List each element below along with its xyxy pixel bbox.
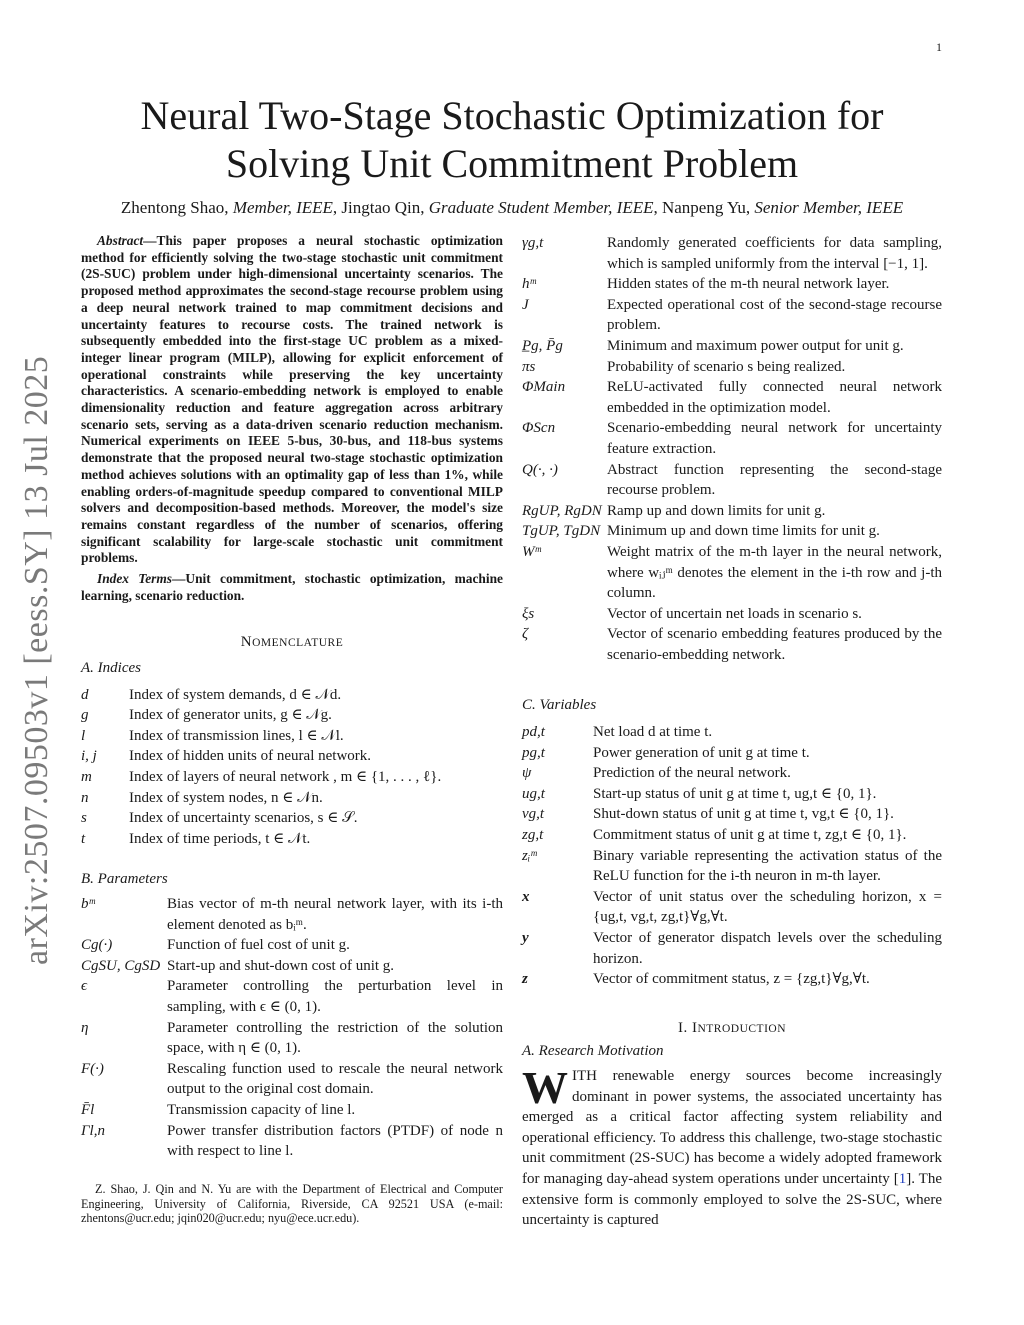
- nomenclature-symbol: F(·): [81, 1060, 104, 1077]
- nomenclature-description: Function of fuel cost of unit g.: [167, 937, 350, 954]
- indices-list: [81, 685, 503, 850]
- nomenclature-description: Shut-down status of unit g at time t, vg,t ∈ {0, 1}.: [593, 806, 894, 823]
- nomenclature-description: Weight matrix of the m-th layer in the neural network, where wᵢⱼᵐ denotes the element in the i-th row and j-th column.: [607, 543, 942, 602]
- introduction-text: renewable energy sources become increasingly dominant in power systems, the associated uncertainty has emerged as a critical factor affecting system reliability and operational efficiency. To address this challenge, two-stage stochastic unit commitment (2S-SUC) has become a widely adopted framework for managing day-ahead system operations under uncertainty [: [522, 1067, 942, 1187]
- citation-link[interactable]: 1: [898, 1170, 907, 1187]
- left-column: [81, 233, 503, 1226]
- drop-cap: W: [522, 1061, 568, 1113]
- nomenclature-description: Index of time periods, t ∈ 𝒩t.: [129, 830, 311, 847]
- arxiv-identifier[interactable]: arXiv:2507.09503v1 [eess.SY] 13 Jul 2025: [18, 355, 55, 965]
- paper-title: [0, 92, 1024, 188]
- index-terms-text: —Unit commitment, stochastic optimization, machine learning, scenario reduction.: [81, 571, 503, 603]
- nomenclature-description: Hidden states of the m-th neural network layer.: [607, 276, 890, 293]
- nomenclature-symbol: z: [522, 971, 528, 988]
- nomenclature-symbol: Cg(·): [81, 937, 113, 954]
- nomenclature-description: Index of layers of neural network , m ∈ {1, . . . , ℓ}.: [129, 769, 442, 786]
- nomenclature-symbol: pd,t: [522, 724, 545, 741]
- right-column: [522, 233, 942, 1231]
- research-motivation-subheading: A. Research Motivation: [522, 1043, 664, 1060]
- nomenclature-description: Index of hidden units of neural network.: [129, 748, 372, 765]
- nomenclature-symbol: ξs: [522, 605, 535, 622]
- nomenclature-symbol: i, j: [81, 748, 97, 765]
- nomenclature-description: Parameter controlling the perturbation level in sampling, with ϵ ∈ (0, 1).: [167, 978, 503, 1015]
- nomenclature-description: Start-up and shut-down cost of unit g.: [167, 957, 395, 974]
- author-role: Graduate Student Member, IEEE: [428, 198, 654, 217]
- nomenclature-symbol: vg,t: [522, 806, 545, 823]
- nomenclature-symbol: zg,t: [522, 827, 544, 844]
- author-name: Zhentong Shao,: [120, 198, 233, 217]
- introduction-text-continued: ]. The extensive form is commonly employed to solve the 2S-SUC, where uncertainty is captured: [522, 1170, 943, 1229]
- nomenclature-description: Minimum up and down time limits for unit g.: [607, 523, 880, 540]
- nomenclature-description: Abstract function representing the second-stage recourse problem.: [607, 461, 942, 499]
- nomenclature-description: Index of uncertainty scenarios, s ∈ 𝒮.: [129, 810, 358, 827]
- nomenclature-description: Scenario-embedding neural network for uncertainty feature extraction.: [607, 420, 942, 457]
- nomenclature-symbol: pg,t: [522, 744, 545, 761]
- author-role: Member, IEEE: [232, 198, 333, 217]
- parameters-list: [81, 894, 503, 1162]
- nomenclature-symbol: d: [81, 686, 89, 703]
- nomenclature-description: Index of system nodes, n ∈ 𝒩n.: [129, 789, 323, 806]
- author-list: [0, 198, 1024, 218]
- nomenclature-symbol: J: [522, 296, 529, 313]
- nomenclature-description: Parameter controlling the restriction of the solution space, with η ∈ (0, 1).: [167, 1019, 503, 1057]
- abstract-text: —This paper proposes a neural stochastic optimization method for efficiently solving the two-stage stochastic unit commitment (2S-SUC) problem under high-dimensional uncertainty scenarios. The proposed method approximates the second-stage recourse problem using a deep neural network trained to map commitment decisions and uncertainty features to recourse costs. The trained network is subsequently embedded into the first-stage UC problem as a mixed-integer linear program (MILP), allowing for explicit enforcement of operational constraints while preserving the key uncertainty characteristics. A scenario-embedding network is employed to enable dimensionality reduction and feature aggregation across arbitrary scenario sets, serving as a data-driven scenario reduction mechanism. Numerical experiments on IEEE 5-bus, 30-bus, and 118-bus systems demonstrate that the proposed neural two-stage stochastic optimization method achieves solutions with an optimality gap of less than 1%, while enabling orders-of-magnitude speedup compared to conventional MILP solvers and decomposition-based methods. Moreover, the model's size remains constant regardless of the number of scenarios, offering significant scalability for large-scale stochastic unit commitment problems.: [81, 233, 503, 566]
- parameters-list-continued: [522, 233, 942, 665]
- abstract: [81, 233, 503, 567]
- lead-caps: ITH: [572, 1067, 597, 1084]
- nomenclature-description: Vector of uncertain net loads in scenario s.: [607, 605, 862, 622]
- nomenclature-description: Transmission capacity of line l.: [167, 1101, 356, 1118]
- index-terms: [81, 571, 503, 604]
- nomenclature-symbol: t: [81, 830, 86, 847]
- nomenclature-symbol: s: [81, 810, 87, 827]
- nomenclature-symbol: η: [81, 1019, 89, 1036]
- author-name: , Jingtao Qin,: [332, 198, 429, 217]
- nomenclature-description: ReLU-activated fully connected neural network embedded in the optimization model.: [607, 379, 942, 416]
- nomenclature-symbol: n: [81, 789, 89, 806]
- abstract-label: Abstract: [97, 233, 144, 248]
- nomenclature-description: Expected operational cost of the second-stage recourse problem.: [607, 296, 942, 334]
- nomenclature-description: Binary variable representing the activation status of the ReLU function for the i-th neuron in m-th layer.: [593, 847, 942, 885]
- nomenclature-description: Ramp up and down limits for unit g.: [607, 502, 826, 519]
- nomenclature-description: Rescaling function used to rescale the neural network output to the original cost domain.: [167, 1060, 503, 1098]
- author-affiliation-footnote: Z. Shao, J. Qin and N. Yu are with the Department of Electrical and Computer Engineering, University of California, Riverside, CA 92521 USA (e-mail: zhentons@ucr.edu; jqin020@ucr.edu; nyu@ece.ucr.edu).: [81, 1181, 503, 1226]
- nomenclature-symbol: zᵢᵐ: [522, 847, 537, 864]
- nomenclature-symbol: P̲g, P̄g: [522, 337, 563, 354]
- nomenclature-symbol: x: [522, 888, 530, 905]
- introduction-heading: I. INTRODUCTION: [677, 1019, 787, 1036]
- nomenclature-symbol: RgUP, RgDN: [522, 502, 602, 519]
- variables-subheading: C. Variables: [522, 697, 597, 714]
- nomenclature-symbol: ΦScn: [522, 420, 556, 437]
- nomenclature-symbol: Wᵐ: [522, 543, 541, 560]
- nomenclature-description: Index of generator units, g ∈ 𝒩g.: [129, 707, 332, 724]
- nomenclature-description: Probability of scenario s being realized.: [607, 358, 846, 375]
- indices-subheading: A. Indices: [81, 660, 141, 677]
- nomenclature-symbol: CgSU, CgSD: [81, 957, 161, 974]
- parameters-subheading: B. Parameters: [81, 871, 168, 888]
- title-line-2: Solving Unit Commitment Problem: [225, 141, 799, 186]
- author-role: Senior Member, IEEE: [754, 198, 904, 217]
- nomenclature-description: Commitment status of unit g at time t, zg,t ∈ {0, 1}.: [593, 827, 907, 844]
- nomenclature-symbol: bᵐ: [81, 896, 95, 912]
- nomenclature-symbol: γg,t: [522, 235, 544, 251]
- nomenclature-symbol: πs: [522, 358, 536, 375]
- nomenclature-symbol: TgUP, TgDN: [522, 523, 601, 540]
- nomenclature-description: Power transfer distribution factors (PTDF) of node n with respect to line l.: [167, 1122, 503, 1160]
- nomenclature-symbol: hᵐ: [522, 276, 536, 293]
- nomenclature-symbol: ΦMain: [522, 379, 566, 396]
- page-number: 1: [936, 40, 942, 54]
- nomenclature-description: Minimum and maximum power output for unit g.: [607, 337, 904, 354]
- nomenclature-symbol: l: [81, 727, 86, 744]
- nomenclature-description: Net load d at time t.: [593, 724, 713, 741]
- nomenclature-symbol: ζ: [522, 626, 529, 643]
- nomenclature-symbol: m: [81, 769, 92, 786]
- author-name: , Nanpeng Yu,: [653, 198, 755, 217]
- nomenclature-symbol: ψ: [522, 765, 532, 782]
- introduction-paragraph: [522, 1061, 943, 1231]
- nomenclature-symbol: Q(·, ·): [522, 461, 558, 478]
- title-line-1: Neural Two-Stage Stochastic Optimization for: [140, 93, 884, 138]
- nomenclature-description: Index of transmission lines, l ∈ 𝒩l.: [129, 727, 344, 744]
- nomenclature-symbol: F̄l: [81, 1101, 95, 1118]
- nomenclature-description: Bias vector of m-th neural network layer, with its i-th element denoted as bᵢᵐ.: [167, 896, 503, 933]
- index-terms-label: Index Terms: [97, 571, 173, 587]
- nomenclature-symbol: ug,t: [522, 785, 545, 802]
- nomenclature-symbol: ϵ: [81, 978, 88, 995]
- nomenclature-symbol: g: [81, 707, 89, 724]
- nomenclature-description: Index of system demands, d ∈ 𝒩d.: [129, 686, 342, 703]
- variables-list: [522, 722, 942, 990]
- nomenclature-description: Vector of commitment status, z = {zg,t}∀g,∀t.: [593, 971, 870, 988]
- nomenclature-symbol: y: [522, 930, 529, 946]
- nomenclature-symbol: Γl,n: [81, 1122, 105, 1139]
- nomenclature-description: Vector of generator dispatch levels over the scheduling horizon.: [593, 930, 942, 967]
- nomenclature-heading: NOMENCLATURE: [240, 634, 344, 651]
- nomenclature-description: Start-up status of unit g at time t, ug,t ∈ {0, 1}.: [593, 785, 877, 802]
- nomenclature-description: Vector of unit status over the scheduling horizon, x = {ug,t, vg,t, zg,t}∀g,∀t.: [593, 888, 942, 926]
- nomenclature-description: Prediction of the neural network.: [593, 765, 791, 782]
- nomenclature-description: Power generation of unit g at time t.: [593, 744, 810, 761]
- nomenclature-description: Randomly generated coefficients for data sampling, which is sampled uniformly from the interval [−1, 1].: [607, 235, 942, 272]
- nomenclature-description: Vector of scenario embedding features produced by the scenario-embedding network.: [607, 626, 942, 663]
